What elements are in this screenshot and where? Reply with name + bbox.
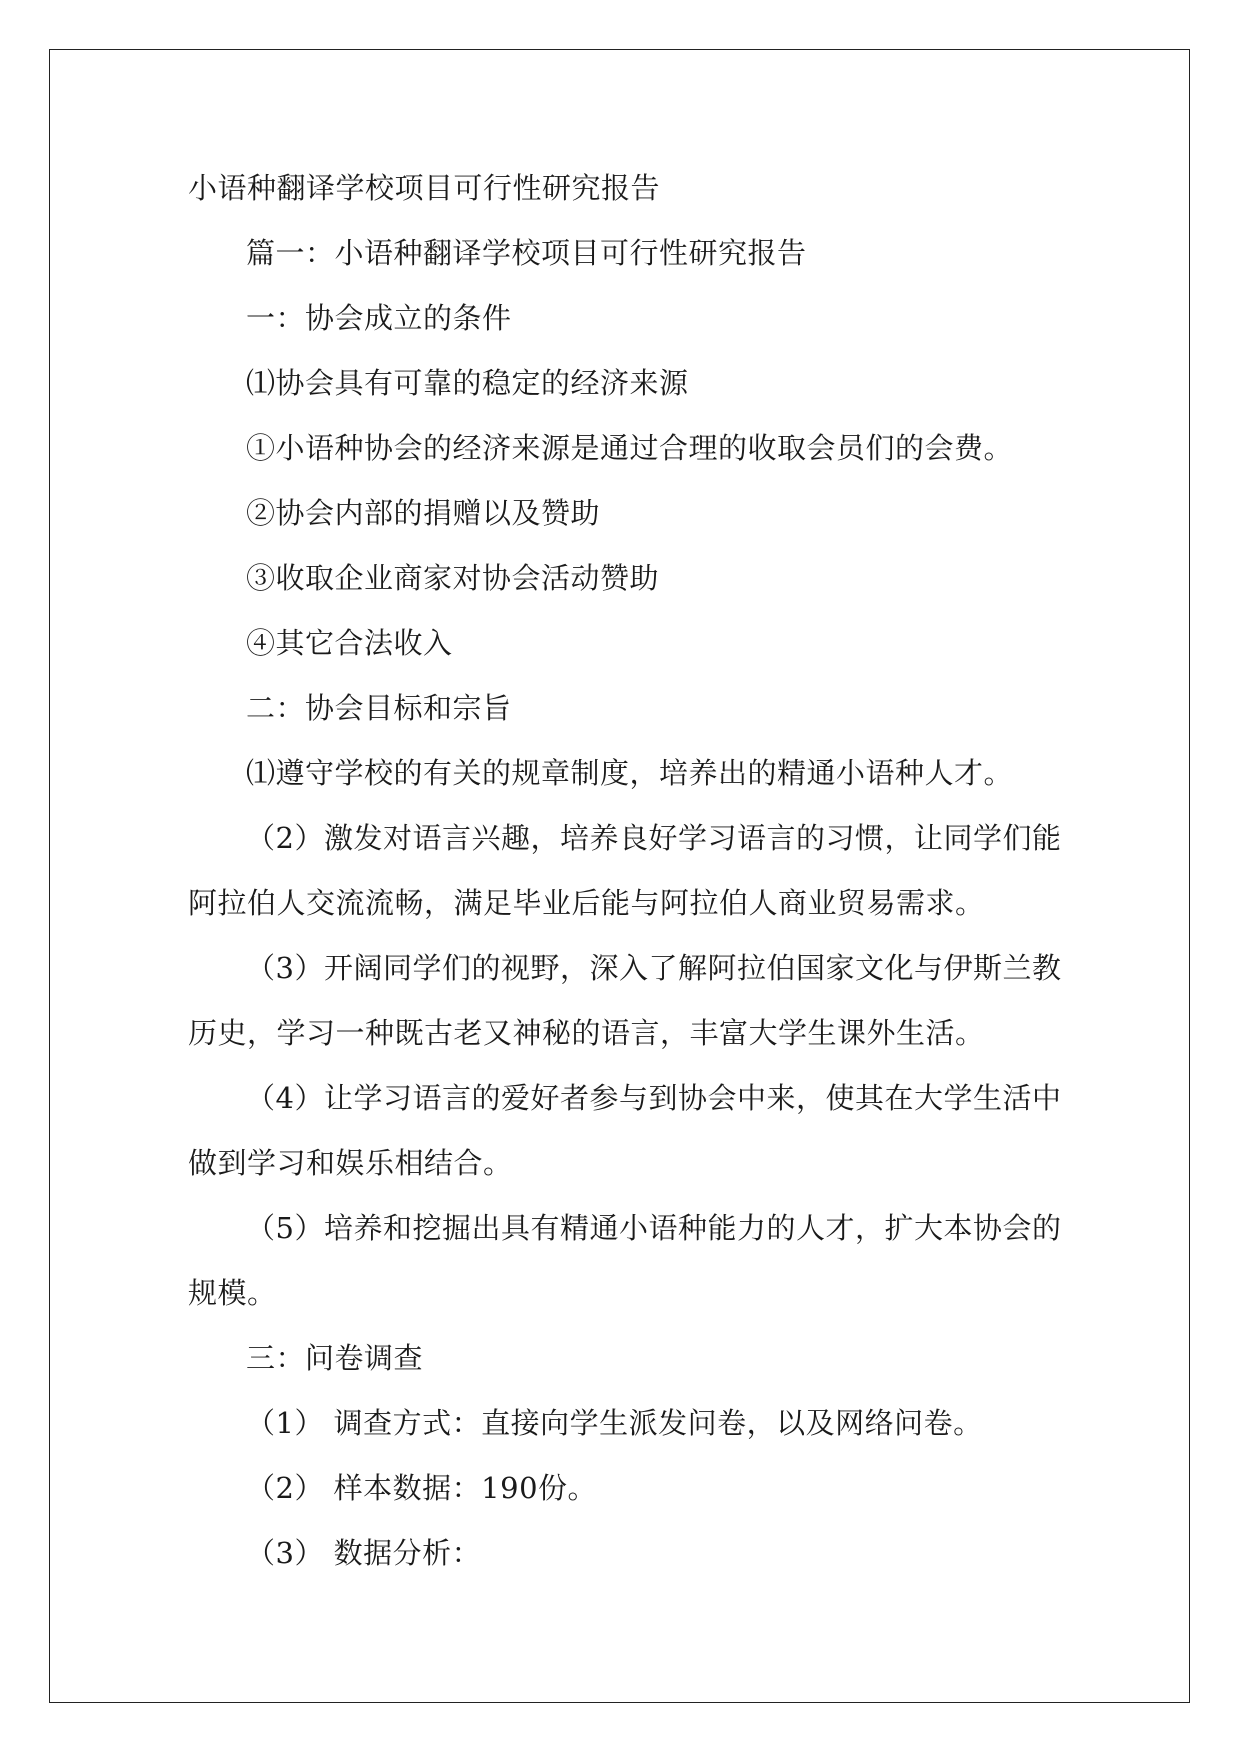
document-title: 小语种翻译学校项目可行性研究报告 — [188, 171, 661, 205]
paragraph-line: ③收取企业商家对协会活动赞助 — [246, 561, 660, 595]
paragraph-line: ②协会内部的捐赠以及赞助 — [246, 496, 601, 530]
paragraph-line: ①小语种协会的经济来源是通过合理的收取会员们的会费。 — [246, 431, 1014, 465]
document-body — [188, 156, 1062, 1586]
paragraph-line: ⑴协会具有可靠的稳定的经济来源 — [246, 366, 689, 400]
paragraph-line: （2）激发对语言兴趣，培养良好学习语言的习惯，让同学们能 — [246, 821, 1062, 855]
section-heading-conditions: 一：协会成立的条件 — [246, 301, 512, 335]
paragraph-line: ⑴遵守学校的有关的规章制度，培养出的精通小语种人才。 — [246, 756, 1014, 790]
paragraph-line: （4）让学习语言的爱好者参与到协会中来，使其在大学生活中 — [246, 1081, 1062, 1115]
section-heading-survey: 三：问卷调查 — [246, 1341, 424, 1375]
section-heading-part-one: 篇一：小语种翻译学校项目可行性研究报告 — [246, 236, 807, 270]
paragraph-line: 做到学习和娱乐相结合。 — [188, 1146, 513, 1180]
paragraph-line: （5）培养和挖掘出具有精通小语种能力的人才，扩大本协会的 — [246, 1211, 1062, 1245]
paragraph-line: （2） 样本数据：190份。 — [246, 1471, 598, 1505]
paragraph-line: 历史，学习一种既古老又神秘的语言，丰富大学生课外生活。 — [188, 1016, 985, 1050]
paragraph-line: ④其它合法收入 — [246, 626, 453, 660]
paragraph-line: 规模。 — [188, 1276, 277, 1310]
paragraph-line: （3） 数据分析： — [246, 1536, 482, 1570]
paragraph-line: （3）开阔同学们的视野，深入了解阿拉伯国家文化与伊斯兰教 — [246, 951, 1062, 985]
paragraph-line: （1） 调查方式：直接向学生派发问卷，以及网络问卷。 — [246, 1406, 983, 1440]
section-heading-goals: 二：协会目标和宗旨 — [246, 691, 512, 725]
paragraph-line: 阿拉伯人交流流畅，满足毕业后能与阿拉伯人商业贸易需求。 — [188, 886, 985, 920]
